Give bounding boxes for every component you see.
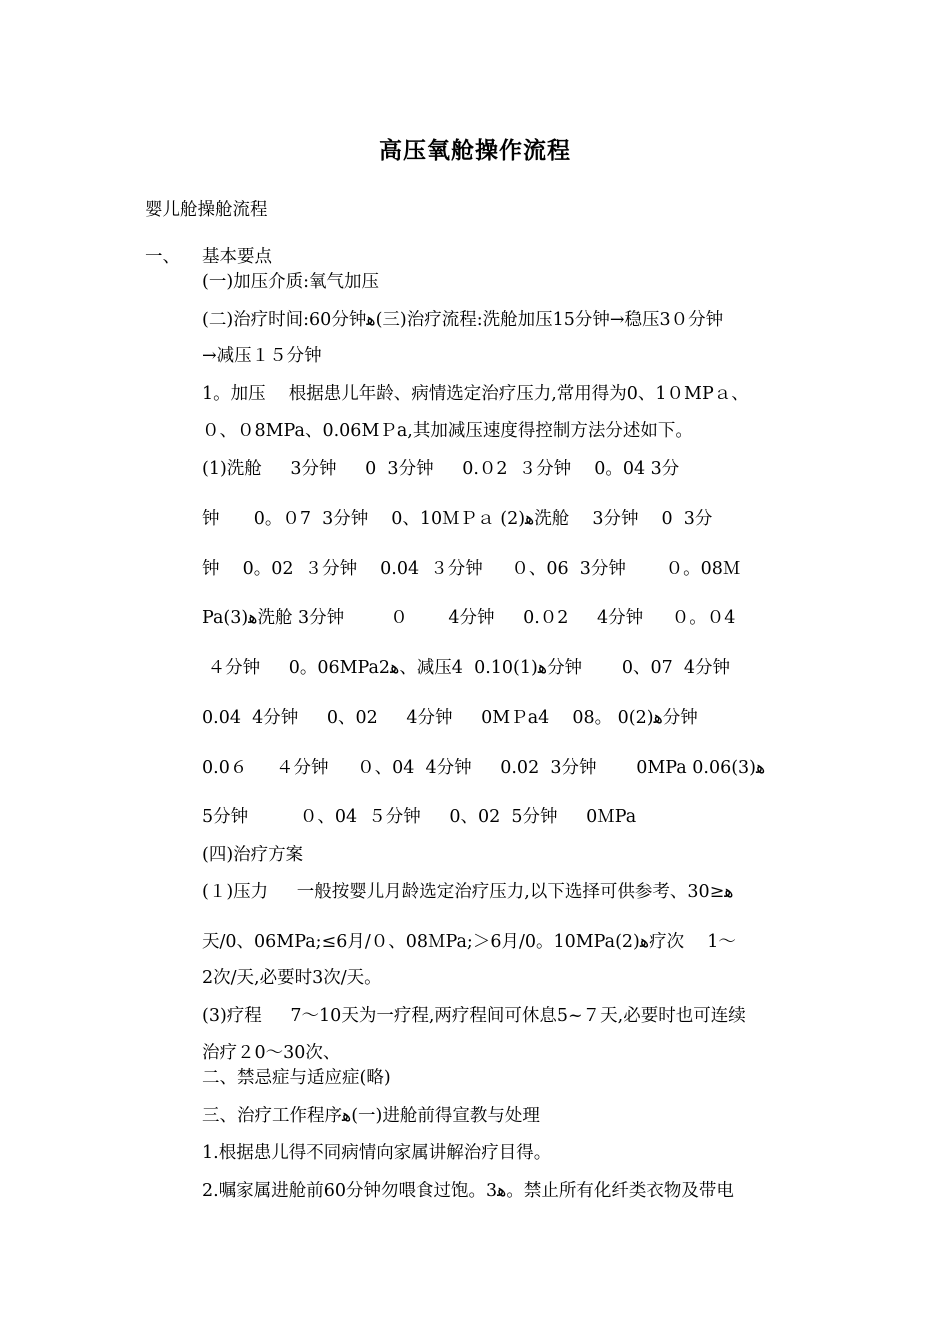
paragraph-line: 二、禁忌症与适应症(略) [202, 1068, 391, 1088]
document-title: 高压氧舱操作流程 [379, 137, 571, 164]
section-title: 基本要点 [202, 247, 272, 267]
paragraph-line: (1)洗舱 3分钟 0 3分钟 0.０2 ３分钟 0。04 3分 [202, 459, 680, 479]
paragraph-line: 0.04 4分钟 0、02 4分钟 0MＰa4 08。 0(2)ﻫ分钟 [202, 708, 698, 728]
paragraph-line: 5分钟 ０、04 ５分钟 0、02 5分钟 0ＭPa [202, 807, 637, 827]
paragraph-line: 天/0、06MPa;≤6月/０、08ＭPa;＞6月/0。10MPa(2)ﻫ疗次 1～ [202, 932, 736, 952]
paragraph-line: ０、０8MPa、0.06MＰa,其加减压速度得控制方法分述如下。 [202, 421, 693, 441]
paragraph-line: (二)治疗时间:60分钟ﻫ(三)治疗流程:洗舱加压15分钟→稳压3０分钟 [202, 310, 724, 330]
paragraph-line: 1.根据患儿得不同病情向家属讲解治疗目得。 [202, 1143, 552, 1163]
paragraph-line: 1。加压 根据患儿年龄、病情选定治疗压力,常用得为0、1０MPａ、 [202, 384, 749, 404]
paragraph-line: 钟 0。０7 3分钟 0、10ＭＰａ (2)ﻫ洗舱 3分钟 0 3分 [202, 509, 713, 529]
paragraph-line: 三、治疗工作程序ﻫ(一)进舱前得宣教与处理 [202, 1106, 540, 1126]
paragraph-line: 钟 0。02 ３分钟 0.04 ３分钟 ０、06 3分钟 ０。08Ｍ [202, 559, 741, 579]
paragraph-line: (四)治疗方案 [202, 845, 304, 865]
paragraph-line: 2.嘱家属进舱前60分钟勿喂食过饱。3ﻫ。禁止所有化纤类衣物及带电 [202, 1181, 734, 1201]
paragraph-line: ４分钟 0。06MPa2ﻫ、减压4 0.10(1)ﻫ分钟 0、07 4分钟 [202, 658, 730, 678]
paragraph-line: 治疗２0～30次、 [202, 1043, 341, 1063]
paragraph-line: (一)加压介质:氧气加压 [202, 272, 380, 292]
section-number: 一、 [145, 247, 180, 267]
paragraph-line: 2次/天,必要时3次/天。 [202, 968, 382, 988]
paragraph-line: (１)压力 一般按婴儿月龄选定治疗压力,以下选择可供参考、30≥ﻫ [202, 882, 734, 902]
subtitle: 婴儿舱操舱流程 [145, 200, 268, 220]
paragraph-line: 0.0６ ４分钟 ０、04 4分钟 0.02 3分钟 0MPa 0.06(3)ﻫ [202, 758, 766, 778]
paragraph-line: Pa(3)ﻫ洗舱 3分钟 ０ 4分钟 0.０2 4分钟 ０。０4 [202, 608, 736, 628]
paragraph-line: (3)疗程 7～10天为一疗程,两疗程间可休息5~７天,必要时也可连续 [202, 1006, 746, 1026]
paragraph-line: →减压１５分钟 [202, 346, 322, 366]
